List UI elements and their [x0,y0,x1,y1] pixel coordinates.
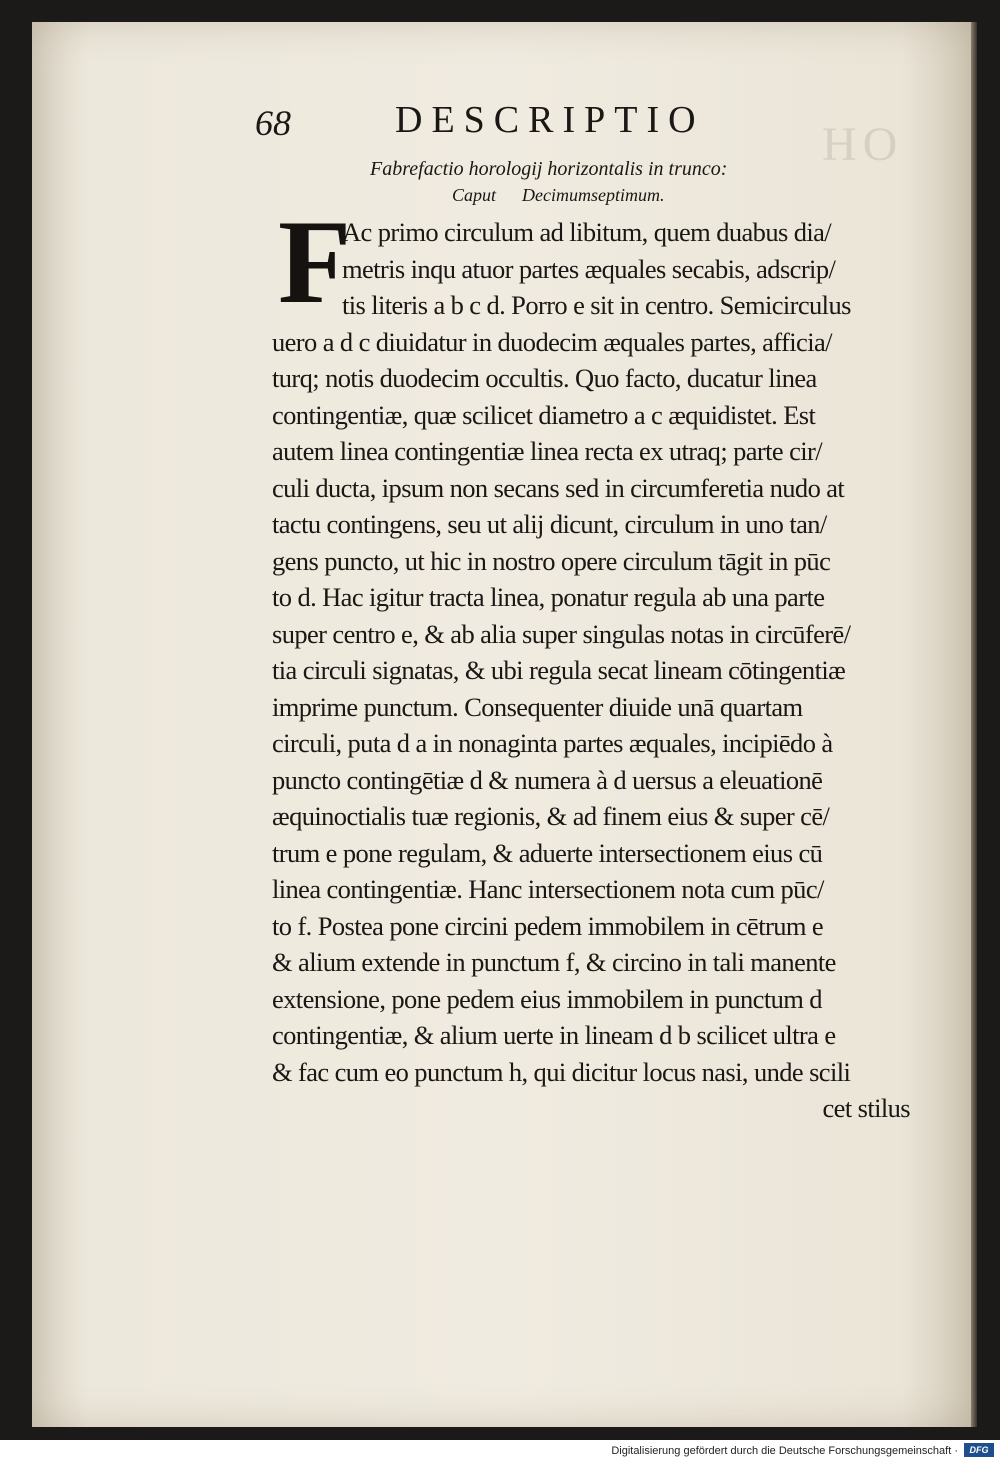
text-line: circuli, puta d a in nonaginta partes æquales, incipiēdo à [272,728,833,758]
text-line: autem linea contingentiæ linea recta ex utraq; parte cir/ [272,436,823,466]
chapter-number [452,185,665,206]
text-line: trum e pone regulam, & aduerte intersectionem eius cū [272,837,823,868]
text-line: turq; notis duodecim occultis. Quo facto, ducatur linea [272,363,817,393]
text-line: tactu contingens, seu ut alij dicunt, circulum in uno tan/ [272,509,827,539]
text-line: puncto contingētiæ d & numera à d uersus a eleuationē [272,764,823,795]
page-number: 68 [255,103,291,143]
text-line: contingentiæ, & alium uerte in lineam d b scilicet ultra e [272,1020,836,1050]
chapter-ordinal: Decimumseptimum. [522,185,665,205]
chapter-title: Fabrefactio horologij horizontalis in trunco: [370,158,728,180]
page-header [255,98,755,146]
text-line: Ac primo circulum ad libitum, quem duabus dia/ [342,217,832,247]
page-edge [971,22,977,1427]
text-line: cet stilus [822,1093,910,1123]
text-line: extensione, pone pedem eius immobilem in punctum d [272,983,822,1014]
text-line: tis literis a b c d. Porro e sit in centro. Semicirculus [342,290,851,320]
text-line: culi ducta, ipsum non secans sed in circumferetia nudo at [272,472,845,503]
text-line: & alium extende in punctum f, & circino in tali manente [272,947,836,977]
text-line: tia circuli signatas, & ubi regula secat lineam cōtingentiæ [272,655,846,685]
text-line: to d. Hac igitur tracta linea, ponatur regula ab una parte [272,582,825,612]
chapter-label: Caput [452,185,497,205]
drop-capital: F [278,195,352,328]
dfg-logo: DFG [964,1443,994,1457]
text-line: super centro e, & ab alia super singulas notas in circūferē/ [272,618,851,649]
text-line: gens puncto, ut hic in nostro opere circulum tāgit in pūc [272,545,831,576]
running-head: DESCRIPTIO [395,99,705,141]
text-line: to f. Postea pone circini pedem immobilem in cētrum e [272,910,824,941]
text-line: metris inqu atuor partes æquales secabis, adscrip/ [342,253,836,284]
show-through-text: HO [822,118,904,171]
text-line: uero a d c diuidatur in duodecim æquales partes, afficia/ [272,326,832,357]
funding-notice: Digitalisierung gefördert durch die Deutsche Forschungsgemeinschaft · [611,1445,958,1457]
text-line: imprime punctum. Consequenter diuide unā quartam [272,691,803,722]
text-line: contingentiæ, quæ scilicet diametro a c æquidistet. Est [272,399,816,430]
footer [0,1440,1000,1461]
text-line: æquinoctialis tuæ regionis, & ad finem eius & super cē/ [272,801,830,831]
text-line: linea contingentiæ. Hanc intersectionem nota cum pūc/ [272,874,824,904]
text-line: & fac cum eo punctum h, qui dicitur locus nasi, unde scili [272,1056,851,1087]
